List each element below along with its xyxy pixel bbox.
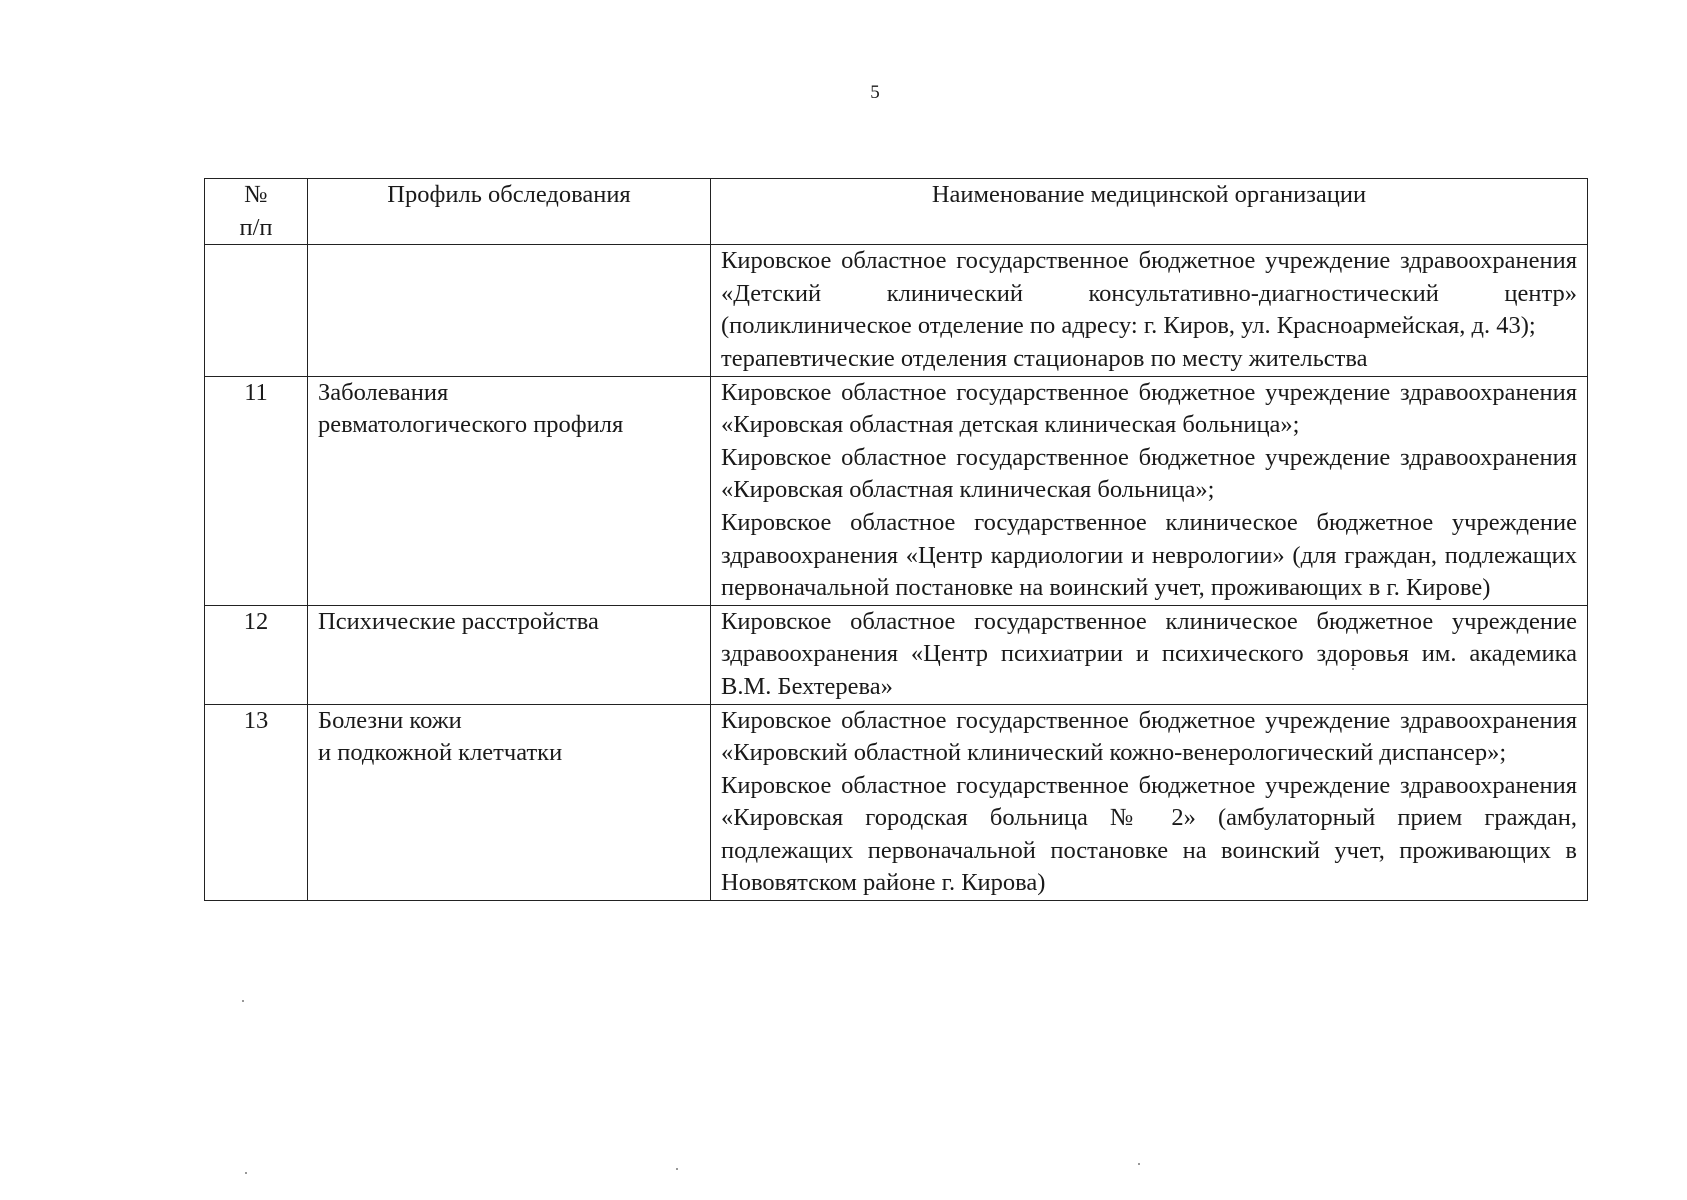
row-profile xyxy=(308,245,711,376)
row-num: 13 xyxy=(205,704,308,901)
org-paragraph: терапевтические отделения стационаров по месту жительства xyxy=(721,344,1368,372)
table-row xyxy=(205,704,1588,901)
row-profile xyxy=(308,605,711,704)
header-profile: Профиль обследования xyxy=(308,179,711,245)
org-paragraph: Кировское областное государственное бюджетное учреждение здравоохранения «Кировский областной клинический кожно-венерологический диспансер»; xyxy=(721,706,1577,767)
header-num xyxy=(205,179,308,245)
profile-line: ревматологического профиля xyxy=(318,411,624,439)
table-header-row xyxy=(205,179,1588,245)
profile-line: и подкожной клетчатки xyxy=(318,739,563,767)
scan-speck xyxy=(242,1000,244,1002)
row-organization xyxy=(711,605,1588,704)
org-paragraph: Кировское областное государственное бюджетное учреждение здравоохранения «Кировская областная клиническая больница»; xyxy=(721,443,1577,504)
table-row xyxy=(205,376,1588,605)
profile-line: Болезни кожи xyxy=(318,706,462,734)
row-profile xyxy=(308,376,711,605)
profile-line: Психические расстройства xyxy=(318,607,599,635)
org-paragraph: Кировское областное государственное бюджетное учреждение здравоохранения «Кировская городская больница № 2» (амбулаторный прием граждан, подлежащих первоначальной постановке на воинский учет, проживающих в Нововятском районе г. Кирова) xyxy=(721,771,1577,897)
medical-organizations-table xyxy=(204,178,1588,901)
scan-speck xyxy=(676,1168,678,1170)
org-paragraph: Кировское областное государственное бюджетное учреждение здравоохранения «Детский клинический консультативно-диагностический центр» (поликлиническое отделение по адресу: г. Киров, ул. Красноармейская, д. 43); xyxy=(721,247,1577,340)
org-paragraph: Кировское областное государственное клиническое бюджетное учреждение здравоохранения «Центр кардиологии и неврологии» (для граждан, подлежащих первоначальной постановке на воинский учет, проживающих в г. Кирове) xyxy=(721,508,1577,602)
row-num xyxy=(205,245,308,376)
scan-speck xyxy=(245,1172,247,1174)
row-organization xyxy=(711,704,1588,901)
row-profile xyxy=(308,704,711,901)
header-num-line1: № xyxy=(244,181,268,208)
row-num: 11 xyxy=(205,376,308,605)
table-row xyxy=(205,245,1588,376)
row-organization xyxy=(711,245,1588,376)
row-organization xyxy=(711,376,1588,605)
org-paragraph: Кировское областное государственное клиническое бюджетное учреждение здравоохранения «Центр психиатрии и психического здоровья им. академика В.М. Бехтерева» xyxy=(721,607,1577,700)
header-num-line2: п/п xyxy=(239,213,273,241)
org-paragraph: Кировское областное государственное бюджетное учреждение здравоохранения «Кировская областная детская клиническая больница»; xyxy=(721,378,1577,439)
header-organization: Наименование медицинской организации xyxy=(711,179,1588,245)
scan-speck xyxy=(1352,668,1354,670)
page-number: 5 xyxy=(870,82,880,103)
table-row xyxy=(205,605,1588,704)
scan-speck xyxy=(1138,1163,1140,1165)
row-num: 12 xyxy=(205,605,308,704)
profile-line: Заболевания xyxy=(318,378,449,406)
